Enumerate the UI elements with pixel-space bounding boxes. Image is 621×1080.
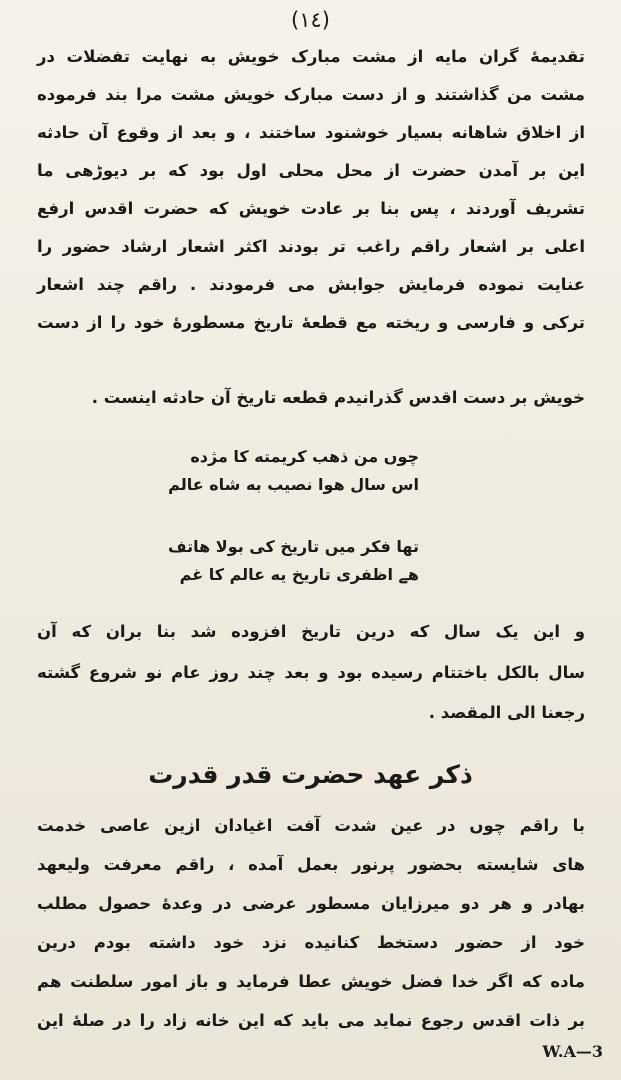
verse-line: هے اظفری تاریخ یه عالم کا غم bbox=[179, 565, 419, 584]
text-line: مشت من گذاشتند و از دست مبارک خویش مشت مرا بند فرموده bbox=[37, 85, 585, 104]
text-line: با راقم چوں در عین شدت آفت اغیادان ازین عاصی خدمت bbox=[37, 816, 585, 835]
verse-line: تها فکر میں تاریخ کی بولا هاتف bbox=[168, 537, 419, 556]
text-line: و این یک سال که درین تاریخ افزوده شد بنا بران که آن bbox=[37, 622, 585, 641]
text-line: رجعنا الی المقصد . bbox=[428, 703, 585, 722]
text-line: بهادر و هر دو میرزایان مسطور عرضی در وعدهٔ حصول مطلب bbox=[37, 894, 585, 913]
text-line: این بر آمدن حضرت از محل محلی اول بود که بر دیوڑھی ما bbox=[37, 161, 585, 180]
signature-mark: W.A—3 bbox=[542, 1042, 603, 1061]
text-line: خویش بر دست اقدس گذرانیدم قطعه تاریخ آن حادثه اینست . bbox=[91, 388, 585, 407]
page-number: (١٤) bbox=[291, 8, 330, 32]
verse-line: چوں من ذهب کریمته کا مژده bbox=[190, 447, 419, 466]
text-line: ماده که اگر خدا فضل خویش عطا فرماید و باز امور سلطنت هم bbox=[37, 972, 585, 991]
text-line: ترکی و فارسی و ریخته مع قطعهٔ تاریخ مسطورهٔ خود را از دست bbox=[37, 313, 585, 332]
text-line: عنایت نموده فرمایش جوابش می فرمودند . راقم چند اشعار bbox=[37, 275, 585, 294]
verse-line: اس سال هوا نصیب به شاه عالم bbox=[168, 475, 419, 494]
text-line: بر ذات اقدس رجوع نماید می باید که این خانه زاد را در صلهٔ این bbox=[37, 1011, 585, 1030]
text-line: های شایسته بحضور پرنور بعمل آمده ، راقم معرفت ولیعهد bbox=[37, 855, 585, 874]
section-heading: ذکر عهد حضرت قدر قدرت bbox=[148, 760, 473, 789]
text-line: تشریف آوردند ، پس بنا بر عادت خویش که حضرت اقدس ارفع bbox=[37, 199, 585, 218]
text-line: اعلی بر اشعار راقم راغب تر بودند اکثر اشعار ارشاد حضور را bbox=[37, 237, 585, 256]
text-line: سال بالکل باختتام رسیده بود و بعد چند روز عام نو شروع گشته bbox=[37, 663, 585, 682]
text-line: خود از حضور دستخط کنانیده نزد خود داشته بودم درین bbox=[37, 933, 585, 952]
text-line: تقدیمهٔ گران مایه از مشت مبارک خویش به نهایت تفضلات در bbox=[37, 47, 585, 66]
text-line: از اخلاق شاهانه بسیار خوشنود ساختند ، و بعد از وقوع آن حادثه bbox=[37, 123, 585, 142]
